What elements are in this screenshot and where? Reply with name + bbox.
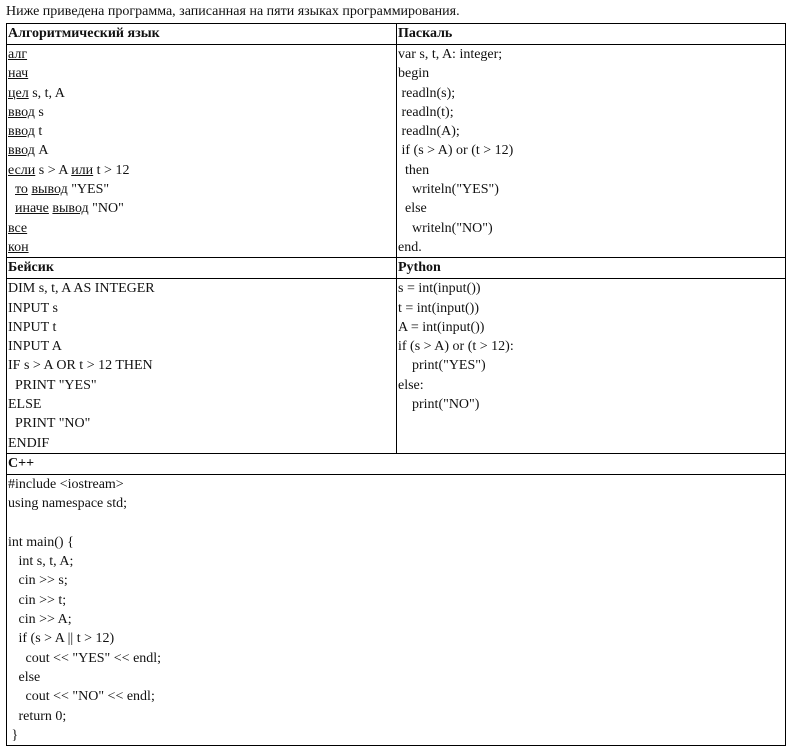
code-line: ELSE: [8, 397, 42, 413]
keyword: то: [15, 182, 28, 198]
code-text: s, t, A: [28, 85, 65, 101]
code-line: readln(A);: [398, 124, 460, 140]
keyword: ввод: [8, 143, 35, 159]
code-line: int s, t, A;: [8, 554, 74, 570]
code-line: return 0;: [8, 708, 67, 724]
code-line: var s, t, A: integer;: [398, 47, 503, 62]
code-line: DIM s, t, A AS INTEGER: [8, 281, 155, 297]
code-line: [8, 161, 396, 180]
code-line: s = int(input()): [398, 281, 481, 297]
code-line: end.: [398, 239, 422, 255]
keyword: алг: [8, 47, 28, 62]
code-line: [8, 514, 785, 533]
code-line: cout << "NO" << endl;: [8, 689, 155, 705]
code-line: ENDIF: [8, 435, 50, 451]
code-line: [8, 219, 396, 238]
pascal-code: [397, 45, 786, 258]
keyword: если: [8, 162, 36, 178]
code-line: }: [8, 727, 19, 743]
code-line: [8, 122, 396, 141]
basic-code: [7, 279, 397, 454]
intro-text: Ниже приведена программа, записанная на пяти языках программирования.: [6, 4, 460, 19]
code-line: INPUT t: [8, 319, 57, 335]
indent: [8, 182, 15, 197]
code-line: A = int(input()): [398, 319, 485, 335]
code-line: #include <iostream>: [8, 476, 124, 492]
keyword: нач: [8, 66, 29, 82]
code-line: [8, 103, 396, 122]
pascal-header: Паскаль: [397, 24, 786, 45]
code-line: cin >> s;: [8, 573, 68, 589]
code-text: t: [34, 124, 43, 140]
code-line: IF s > A OR t > 12 THEN: [8, 358, 153, 374]
code-line: [8, 64, 396, 83]
keyword: все: [8, 220, 28, 236]
code-line: readln(t);: [398, 104, 454, 120]
code-line: readln(s);: [398, 85, 456, 101]
python-header: Python: [397, 258, 786, 279]
keyword: вывод: [52, 201, 89, 217]
code-line: [8, 180, 396, 199]
code-text: A: [34, 143, 49, 159]
code-line: [8, 45, 396, 64]
code-line: cout << "YES" << endl;: [8, 650, 162, 666]
code-line: t = int(input()): [398, 300, 479, 316]
code-line: [8, 141, 396, 160]
program-table: [6, 23, 786, 746]
code-text: "YES": [67, 182, 110, 198]
code-line: then: [398, 162, 430, 178]
code-line: cin >> t;: [8, 592, 67, 608]
code-text: t > 12: [93, 162, 130, 178]
code-line: INPUT A: [8, 339, 62, 355]
code-line: if (s > A || t > 12): [8, 631, 115, 647]
keyword: ввод: [8, 124, 35, 140]
code-line: begin: [398, 66, 430, 82]
code-line: INPUT s: [8, 300, 58, 316]
code-line: [8, 84, 396, 103]
keyword: ввод: [8, 104, 35, 120]
code-line: writeln("YES"): [398, 182, 499, 198]
code-line: using namespace std;: [8, 496, 127, 512]
code-line: if (s > A) or (t > 12):: [398, 339, 514, 355]
basic-header: Бейсик: [7, 258, 397, 279]
code-text: "NO": [88, 201, 124, 217]
cpp-header: C++: [7, 453, 786, 474]
code-line: cin >> A;: [8, 612, 72, 628]
keyword: или: [71, 162, 94, 178]
code-line: print("YES"): [398, 358, 486, 374]
code-line: if (s > A) or (t > 12): [398, 143, 514, 159]
algo-code: [7, 45, 397, 258]
code-line: [8, 238, 396, 257]
code-text: s: [34, 104, 44, 120]
keyword: вывод: [31, 182, 68, 198]
keyword: иначе: [15, 201, 49, 217]
keyword: цел: [8, 85, 29, 101]
code-line: else: [8, 669, 41, 685]
code-line: print("NO"): [398, 397, 480, 413]
code-line: PRINT "YES": [8, 377, 97, 393]
code-text: s > A: [35, 162, 72, 178]
code-line: PRINT "NO": [8, 416, 91, 432]
code-line: [8, 199, 396, 218]
python-code: [397, 279, 786, 454]
indent: [8, 201, 15, 216]
code-line: else: [398, 201, 427, 217]
cpp-code: [7, 474, 786, 745]
keyword: кон: [8, 239, 29, 255]
code-line: int main() {: [8, 534, 74, 550]
code-line: writeln("NO"): [398, 220, 493, 236]
code-line: else:: [398, 377, 424, 393]
algo-header: Алгоритмический язык: [7, 24, 397, 45]
